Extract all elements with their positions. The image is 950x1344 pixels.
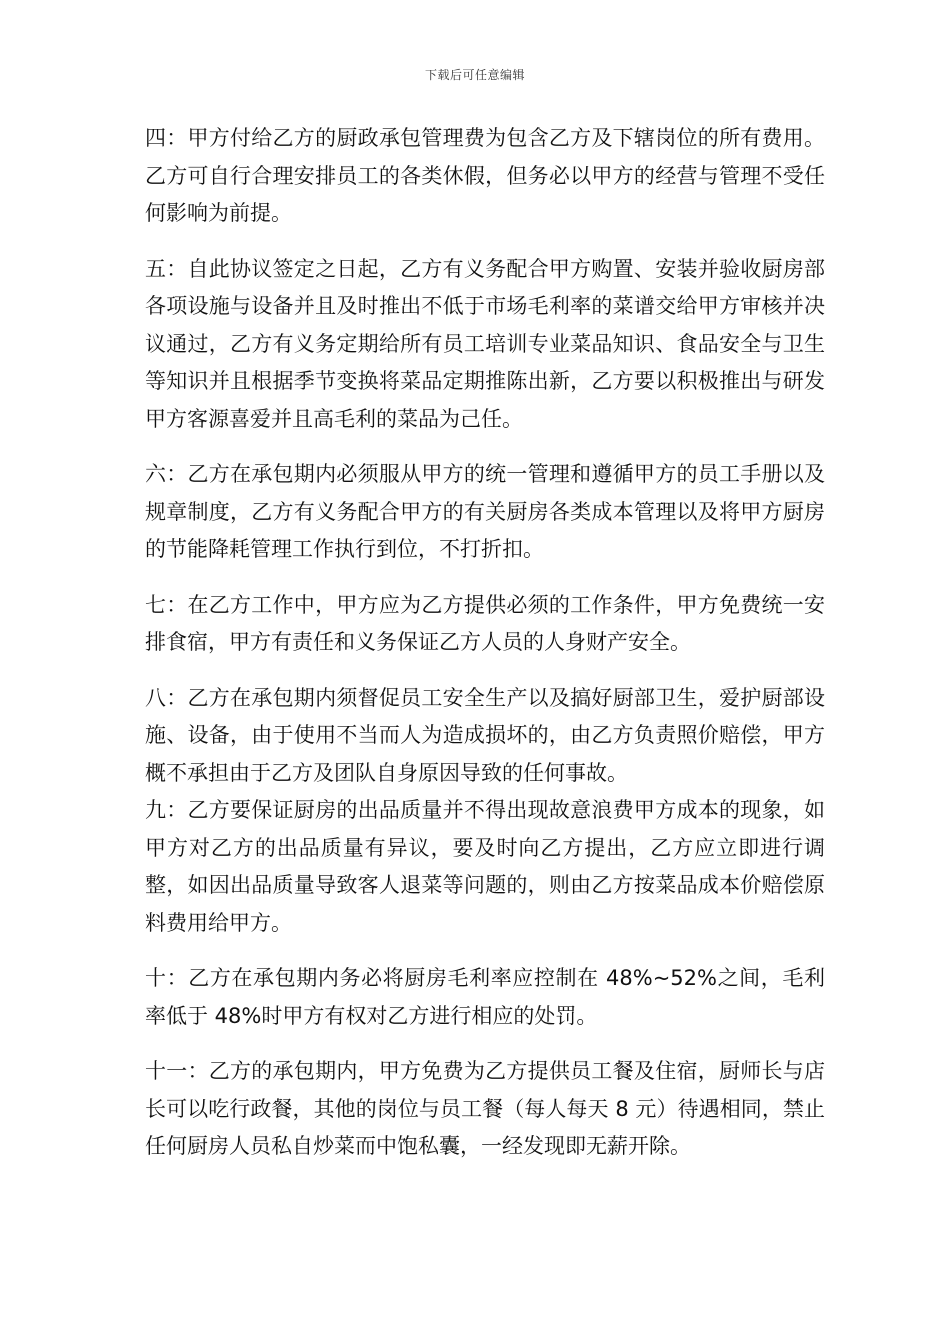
clause-8: 八：乙方在承包期内须督促员工安全生产以及搞好厨部卫生，爱护厨部设施、设备，由于使用不当而人为造成损坏的，由乙方负责照价赔偿，甲方概不承担由于乙方及团队自身原因导致的任何事故。 — [145, 685, 825, 785]
clause-6: 六：乙方在承包期内必须服从甲方的统一管理和遵循甲方的员工手册以及规章制度，乙方有义务配合甲方的有关厨房各类成本管理以及将甲方厨房的节能降耗管理工作执行到位，不打折扣。 — [145, 462, 825, 561]
document-body — [145, 120, 825, 1184]
clause-10: 十：乙方在承包期内务必将厨房毛利率应控制在 48%~52%之间，毛利率低于 48%时甲方有权对乙方进行相应的处罚。 — [145, 966, 825, 1028]
clause-5: 五：自此协议签定之日起，乙方有义务配合甲方购置、安装并验收厨房部各项设施与设备并且及时推出不低于市场毛利率的菜谱交给甲方审核并决议通过，乙方有义务定期给所有员工培训专业菜品知识、食品安全与卫生等知识并且根据季节变换将菜品定期推陈出新，乙方要以积极推出与研发甲方客源喜爱并且高毛利的菜品为己任。 — [145, 256, 825, 431]
clause-4: 四：甲方付给乙方的厨政承包管理费为包含乙方及下辖岗位的所有费用。乙方可自行合理安排员工的各类休假，但务必以甲方的经营与管理不受任何影响为前提。 — [145, 126, 825, 225]
page-header: 下载后可任意编辑 — [424, 68, 525, 82]
clause-11: 十一：乙方的承包期内，甲方免费为乙方提供员工餐及住宿，厨师长与店长可以吃行政餐，其他的岗位与员工餐（每人每天 8 元）待遇相同，禁止任何厨房人员私自炒菜而中饱私囊，一经发现即无薪开除。 — [145, 1059, 825, 1158]
clause-7: 七：在乙方工作中，甲方应为乙方提供必须的工作条件，甲方免费统一安排食宿，甲方有责任和义务保证乙方人员的人身财产安全。 — [145, 592, 825, 654]
clause-9: 九：乙方要保证厨房的出品质量并不得出现故意浪费甲方成本的现象，如甲方对乙方的出品质量有异议，要及时向乙方提出，乙方应立即进行调整，如因出品质量导致客人退菜等问题的，则由乙方按菜品成本价赔偿原料费用给甲方。 — [145, 798, 825, 935]
